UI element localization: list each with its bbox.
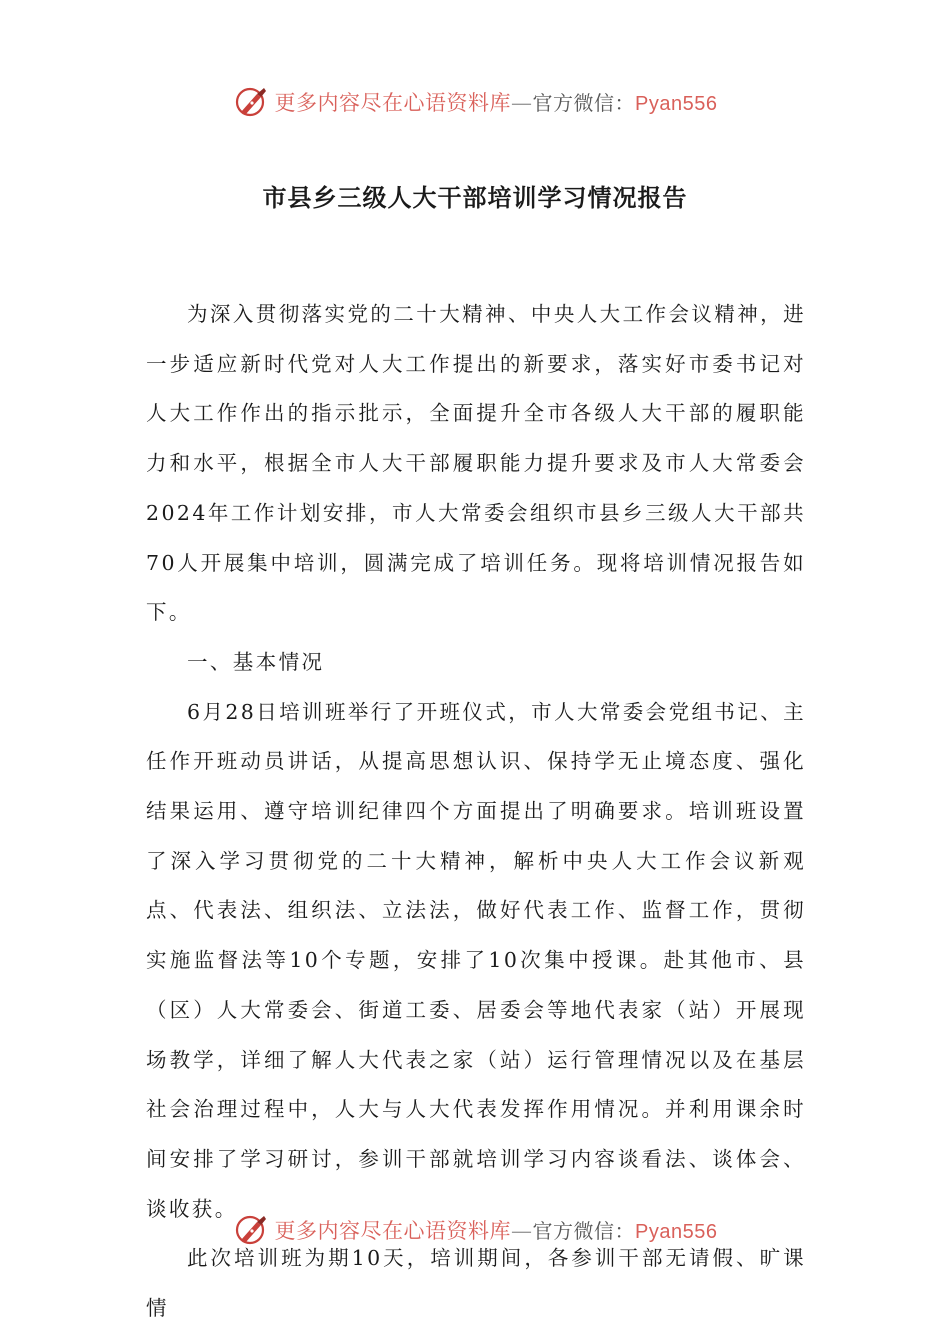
paragraph-attendance: 此次培训班为期10天，培训期间，各参训干部无请假、旷课情 [146,1246,806,1321]
section-heading: 一、基本情况 [187,649,325,674]
paragraph-intro: 为深入贯彻落实党的二十大精神、中央人大工作会议精神，进一步适应新时代党对人大工作提出的新要求，落实好市委书记对人大工作作出的指示批示，全面提升全市各级人大干部的履职能力和水平，根据全市人大干部履职能力提升要求及市人大常委会2024年工作计划安排，市人大常委会组织市县乡三级人大干部共70人开展集中培训，圆满完成了培训任务。现将培训情况报告如下。 [146,302,806,625]
document-title: 市县乡三级人大干部培训学习情况报告 [262,184,688,212]
watermark-text: 更多内容尽在心语资料库—官方微信：Pyan556 [274,91,718,115]
paragraph-basic-info: 6月28日培训班举行了开班仪式，市人大常委会党组书记、主任作开班动员讲话，从提高思想认识、保持学无止境态度、强化结果运用、遵守培训纪律四个方面提出了明确要求。培训班设置了深入学习贯彻党的二十大精神，解析中央人大工作会议新观点、代表法、组织法、立法法，做好代表工作、监督工作，贯彻实施监督法等10个专题，安排了10次集中授课。赴其他市、县（区）人大常委会、街道工委、居委会等地代表家（站）开展现场教学，详细了解人大代表之家（站）运行管理情况以及在基层社会治理过程中，人大与人大代表发挥作用情况。并利用课余时间安排了学习研讨，参训干部就培训学习内容谈看法、谈体会、谈收获。 [146,699,806,1221]
pen-nib-circle-icon [233,1212,269,1248]
watermark-text: 更多内容尽在心语资料库—官方微信：Pyan556 [274,1219,718,1243]
document-body [146,290,806,1334]
watermark-footer [0,1210,950,1250]
watermark-header [0,82,950,122]
pen-nib-circle-icon [233,84,269,120]
